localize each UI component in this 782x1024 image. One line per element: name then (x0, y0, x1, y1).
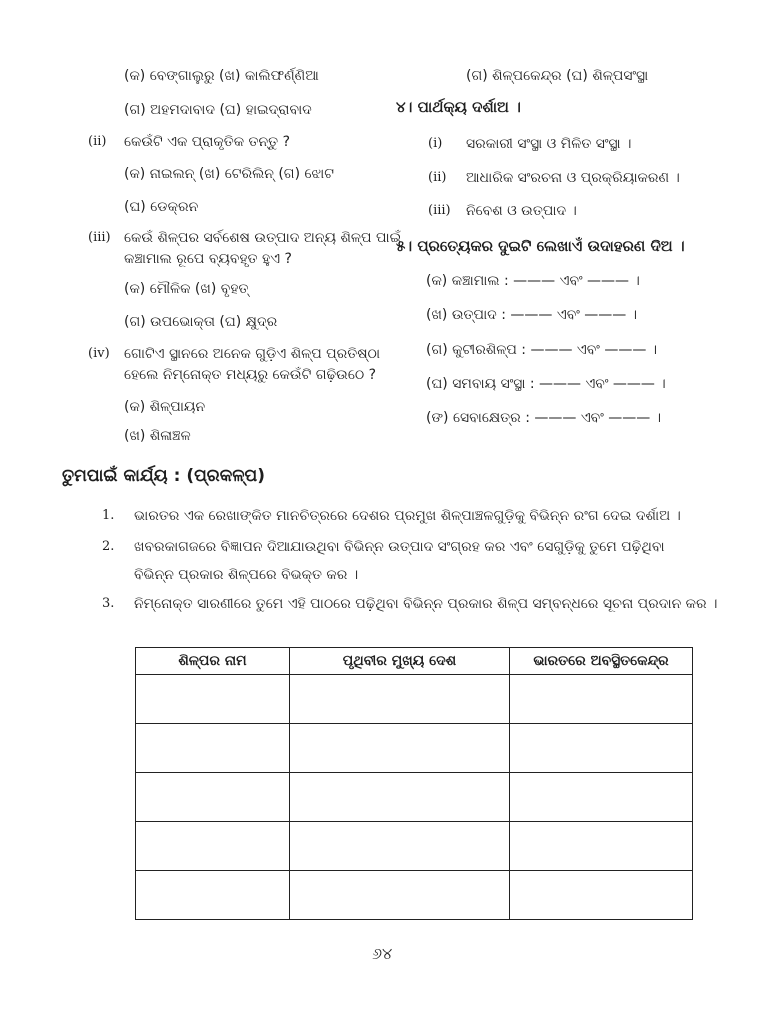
table-cell[interactable] (136, 773, 290, 822)
q3-number: (iii) (88, 230, 111, 245)
table-cell[interactable] (290, 724, 510, 773)
q2-options-line1: (କ) ନାଇଲନ୍ (ଖ) ଟେରିଲିନ୍ (ଗ) ଝୋଟ (124, 166, 334, 182)
activity-heading: ତୁମପାଇଁ କାର୍ଯ୍ୟ : (ପ୍ରକଳ୍ପ) (62, 466, 266, 486)
column-header-india-centres: ଭାରତରେ ଅବସ୍ଥିତକେନ୍ଦ୍ର (510, 648, 693, 675)
task-2-number: 2. (102, 539, 115, 554)
q5-examples-heading: ୫। ପ୍ରତ୍ୟେକର ଦୁଇଟି ଲେଖାଏଁ ଉଦାହରଣ ଦିଅ । (396, 237, 685, 255)
task-1-text: ଭାରତର ଏକ ରେଖାଙ୍କିତ ମାନଚିତ୍ରରେ ଦେଶର ପ୍ରମୁଖ ଶିଳ୍ପାଞ୍ଚଳଗୁଡ଼ିକୁ ବିଭିନ୍ନ ରଂଗ ଦେଇ ଦର୍ଶାଅ । (134, 508, 681, 524)
q3-text-line1: କେଉଁ ଶିଳ୍ପର ସର୍ବଶେଷ ଉତ୍ପାଦ ଅନ୍ୟ ଶିଳ୍ପ ପାଇଁ (124, 230, 402, 246)
table-row (136, 822, 693, 871)
table-row (136, 773, 693, 822)
column-header-industry-name: ଶିଳ୍ପର ନାମ (136, 648, 290, 675)
q4-text-line1: ଗୋଟିଏ ସ୍ଥାନରେ ଅନେକ ଗୁଡ଼ିଏ ଶିଳ୍ପ ପ୍ରତିଷ୍ଠା (124, 346, 381, 362)
diff-item-1-number: (i) (428, 136, 443, 151)
q4-options-line2: (ଖ) ଶିଳାଞ୍ଚଳ (124, 428, 191, 444)
q3-options-line1: (କ) ମୌଳିକ (ଖ) ବୃହତ୍ (124, 281, 249, 297)
task-2-text-line2: ବିଭିନ୍ନ ପ୍ରକାର ଶିଳ୍ପରେ ବିଭକ୍ତ କର । (134, 567, 359, 583)
task-1-number: 1. (102, 508, 115, 523)
task-3-text: ନିମ୍ନୋକ୍ତ ସାରଣୀରେ ତୁମେ ଏହି ପାଠରେ ପଢ଼ିଥିବା ବିଭିନ୍ନ ପ୍ରକାର ଶିଳ୍ପ ସମ୍ବନ୍ଧରେ ସୂଚନା ପ୍ରଦାନ କର । (134, 596, 718, 612)
example-line-2: (ଖ) ଉତ୍ପାଦ : ——— ଏବଂ ——— । (426, 307, 638, 323)
example-line-3: (ଗ) କୁଟୀରଶିଳ୍ପ : ——— ଏବଂ ——— । (426, 342, 658, 358)
diff-item-2-number: (ii) (428, 170, 447, 185)
table-row (136, 871, 693, 920)
table-cell[interactable] (510, 724, 693, 773)
table-cell[interactable] (136, 871, 290, 920)
diff-item-3-text: ନିବେଶ ଓ ଉତ୍ପାଦ । (466, 203, 577, 219)
q3-text-line2: କଞ୍ଚାମାଲ ରୂପେ ବ୍ୟବହୃତ ହୁଏ ? (124, 251, 292, 267)
table-cell[interactable] (290, 822, 510, 871)
example-line-4: (ଘ) ସମବାୟ ସଂସ୍ଥା : ——— ଏବଂ ——— । (426, 376, 666, 392)
q1-options-line3: (ଗ) ଶିଳ୍ପକେନ୍ଦ୍ର (ଘ) ଶିଳ୍ପସଂସ୍ଥା (466, 68, 649, 84)
task-3-number: 3. (102, 596, 115, 611)
diff-item-3-number: (iii) (428, 203, 451, 218)
table-cell[interactable] (290, 773, 510, 822)
q4-options-line1: (କ) ଶିଳ୍ପାୟନ (124, 399, 206, 415)
diff-item-2-text: ଆଧାରିକ ସଂରଚନା ଓ ପ୍ରକ୍ରିୟାକରଣ । (466, 170, 680, 186)
table-row (136, 724, 693, 773)
q3-options-line2: (ଗ) ଉପଭୋକ୍ତା (ଘ) କ୍ଷୁଦ୍ର (124, 314, 278, 330)
q4-number: (iv) (88, 346, 110, 361)
q1-options-line1: (କ) ବେଙ୍ଗାଲୁରୁ (ଖ) କାଲିଫର୍ଣ୍ଣିଆ (124, 68, 319, 84)
page-number: ୬୪ (372, 944, 393, 963)
table-header-row (136, 648, 693, 675)
table-cell[interactable] (510, 675, 693, 724)
q2-options-line2: (ଘ) ଡେକ୍ରନ (124, 199, 199, 215)
diff-item-1-text: ସରକାରୀ ସଂସ୍ଥା ଓ ମିଳିତ ସଂସ୍ଥା । (466, 136, 632, 152)
example-line-1: (କ) କଞ୍ଚାମାଲ : ——— ଏବଂ ——— । (426, 273, 640, 289)
q4-text-line2: ହେଲେ ନିମ୍ନୋକ୍ତ ମଧ୍ୟରୁ କେଉଁଟି ଗଢ଼ିଉଠେ ? (124, 367, 377, 383)
table-cell[interactable] (510, 822, 693, 871)
task-2-text-line1: ଖବରକାଗଜରେ ବିଜ୍ଞାପନ ଦିଆଯାଉଥିବା ବିଭିନ୍ନ ଉତ୍ପାଦ ସଂଗ୍ରହ କର ଏବଂ ସେଗୁଡ଼ିକୁ ତୁମେ ପଢ଼ିଥିବା (134, 539, 665, 555)
example-line-5: (ଙ) ସେବାକ୍ଷେତ୍ର : ——— ଏବଂ ——— । (426, 410, 662, 426)
table-cell[interactable] (136, 822, 290, 871)
table-cell[interactable] (136, 675, 290, 724)
q1-options-line2: (ଗ) ଅହମଦାବାଦ (ଘ) ହାଇଦ୍ରାବାଦ (124, 102, 312, 118)
table-cell[interactable] (510, 871, 693, 920)
industry-info-table (135, 647, 693, 920)
table-cell[interactable] (290, 675, 510, 724)
table-cell[interactable] (136, 724, 290, 773)
table-row (136, 675, 693, 724)
column-header-world-countries: ପୃଥିବୀର ମୁଖ୍ୟ ଦେଶ (290, 648, 510, 675)
q4-differentiate-heading: ୪। ପାର୍ଥକ୍ୟ ଦର୍ଶାଅ । (396, 98, 521, 116)
q2-text: କେଉଁଟି ଏକ ପ୍ରାକୃତିକ ତନ୍ତୁ ? (124, 134, 291, 150)
table-cell[interactable] (510, 773, 693, 822)
table-cell[interactable] (290, 871, 510, 920)
q2-number: (ii) (88, 134, 107, 149)
